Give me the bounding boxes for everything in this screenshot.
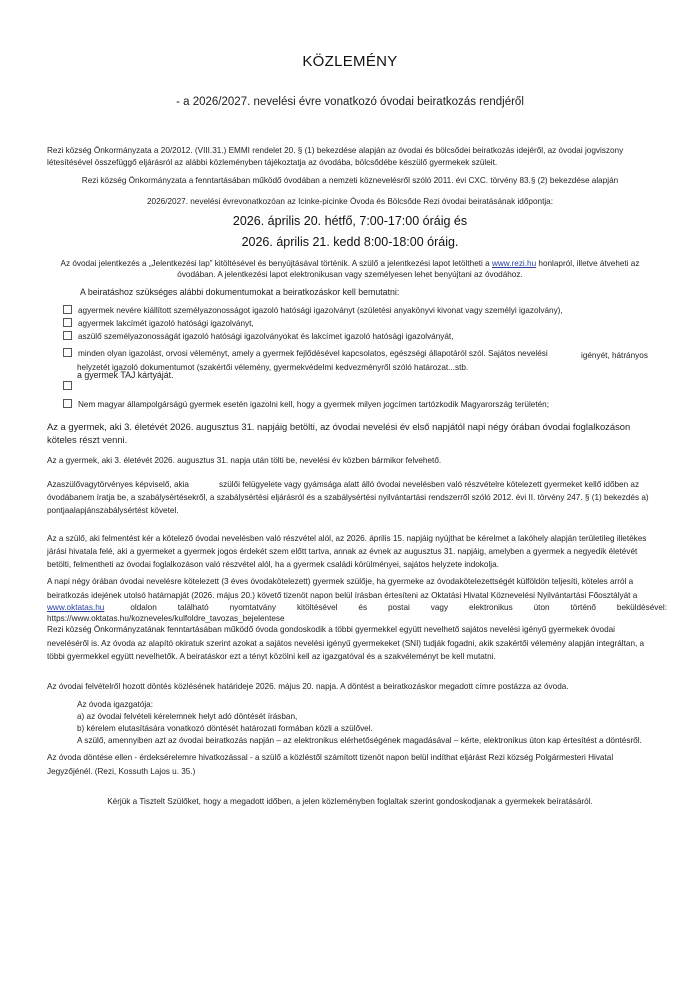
document-item-6 [63, 398, 549, 411]
document-item-5: a gyermek TAJ kártyáját. [77, 370, 174, 380]
sni-line-3: többi gyermekkel együtt nevelhetők. A beiratáskor ezt a tényt közölni kell az igazgatóval és a szakvéleményt be kell mutatni. [47, 652, 496, 661]
director-heading: Az óvoda igazgatója: [77, 700, 154, 709]
sni-line-2: neveléséről is. Az óvoda az alapító okiratuk szerint azokat a sajátos nevelési igényű gyermekeket (SNI) tudják fogadni, akik szakértői vélemény alapján integráltan, a [47, 639, 645, 648]
page-title: KÖZLEMÉNY [302, 53, 398, 70]
appeal-line-2: Jegyzőjénél. (Rezi, Kossuth Lajos u. 35.) [47, 767, 196, 776]
checkbox-icon [63, 305, 72, 314]
document-item-4-right: igényét, hátrányos [581, 351, 648, 360]
rezi-link[interactable]: www.rezi.hu [491, 259, 537, 268]
enrollment-date-1: 2026. április 20. hétfő, 7:00-17:00 óráig és [232, 214, 468, 228]
decision-b: b) kérelem elutasítására vonatkozó döntését határozati formában közli a szülővel. [77, 724, 373, 733]
checkbox-icon [63, 348, 72, 357]
violation-line-2: óvodábanem íratja be, a szabálysértésekről, a szabálysértési eljárásról és a szabálysértési nyilvántartási rendszerről szóló 2012. évi II. törvény 247. § (1) bekezdés a) [47, 493, 649, 502]
application-text: Az óvodai jelentkezés a „Jelentkezési lap” kitöltésével és benyújtásával történik. A szülő a jelentkezési lapot letöltheti a [60, 259, 492, 268]
exemption-line-3: betölti, felmentheti az óvodai foglalkozáson való részvétel alól, ha a gyermek családi körülményei, sajátos helyzete indokolja. [47, 560, 499, 569]
document-item-2 [63, 317, 254, 330]
application-line-2: óvodában. A jelentkezési lapot elektronikusan vagy személyesen lehet benyújtani az óvodához. [177, 270, 523, 279]
documents-heading: A beiratáshoz szükséges alábbi dokumentumokat a beiratkozáskor kell bemutatni: [80, 287, 400, 297]
abroad-url[interactable]: https://www.oktatas.hu/kozneveles/kulfoldre_tavozas_bejelentese [47, 614, 285, 623]
checkbox-icon [63, 331, 72, 340]
abroad-line-2: beiratkozás idejének utolsó határnapját (2026. május 20.) követő tizenöt napon belül írásban értesíteni az Oktatási Hivatal Köznevelési Nyilvántartási Főosztályát a [47, 591, 638, 600]
abroad-line-3-text: oldalon található nyomtatvány kitöltésével és postai vagy elektronikus úton történő beküldésével: [130, 603, 667, 612]
closing-note: Kérjük a Tisztelt Szülőket, hogy a megadott időben, a jelen közleményben foglaltak szerint gondoskodjanak a gyermekek beíratásáról. [107, 797, 593, 806]
abroad-line-1: A napi négy órában óvodai nevelésre kötelezett (3 éves óvodakötelezett) gyermek szülője, ha gyermeke az óvodakötelezettségét külföldön teljesíti, köteles arról a [47, 577, 634, 586]
decision-line-1: Az óvodai felvételről hozott döntés közlésének határideje 2026. május 20. napja. A döntést a beiratkozáskor megadott címre postázza az óvoda. [47, 682, 569, 691]
document-text: agyermek lakcímét igazoló hatósági igazolványt, [78, 319, 254, 328]
sni-line-1: Rezi község Önkormányzatának fenntartásában működő óvoda gondoskodik a többi gyermekkel együtt nevelhető sajátos nevelési igényű gyermekek óvodai [47, 625, 616, 634]
page-subtitle: - a 2026/2027. nevelési évre vonatkozó óvodai beiratkozás rendjéről [176, 96, 524, 108]
checkbox-icon [63, 318, 72, 327]
decision-a: a) az óvodai felvételi kérelemnek helyt adó döntését írásban, [77, 712, 298, 721]
intro-line-3: Rezi község Önkormányzata a fenntartásában működő óvodában a nemzeti köznevelésről szóló 2011. évi CXC. törvény 83.§ (2) bekezdése alapján [81, 176, 619, 185]
exemption-line-1: Az a szülő, aki felmentést kér a kötelező óvodai nevelésben való részvétel alól, az 2026. április 15. napjáig nyújthat be kérelmet a lakóhely alapján területileg illetékes [47, 534, 647, 543]
checkbox-icon [63, 399, 72, 408]
violation-line-1 [47, 478, 667, 491]
intro-line-2: létesítésével összefüggő eljárásról az alábbi közleményben tájékoztatja az óvodába, bölcsődébe készülő gyermekek szüleit. [47, 158, 498, 167]
document-item-5-checkbox [63, 380, 78, 393]
violation-line-3: pontjaalapjánszabálysértést követel. [47, 506, 179, 515]
intro-line-4: 2026/2027. nevelési évrevonatkozóan az Icinke-picinke Óvoda és Bölcsőde Rezi óvodai beiratásának időpontja: [147, 197, 553, 206]
appeal-line-1: Az óvoda döntése ellen - érdeksérelemre hivatkozással - a szülő a közléstől számított tizenöt napon belül indíthat eljárást Rezi község Polgármesteri Hivatal [47, 753, 614, 762]
decision-electronic: A szülő, amennyiben azt az óvodai beiratkozás napján – az elektronikus elérhetőségének magadásával – kérte, elektronikus úton kap értesítést a döntésről. [77, 736, 642, 745]
violation-text-b: szülői felügyelete vagy gyámsága alatt álló óvodai nevelésben való részvételre kötelezett gyermeket kellő időben az [219, 480, 640, 489]
document-item-3 [63, 330, 453, 343]
oktatas-link[interactable]: www.oktatas.hu [47, 603, 105, 612]
checkbox-icon [63, 381, 72, 390]
document-text: Nem magyar állampolgárságú gyermek esetén igazolni kell, hogy a gyermek milyen jogcímen tartózkodik Magyarország területén; [78, 400, 550, 409]
violation-text-a: Azaszülővagytörvényes képviselő, akia [47, 480, 189, 489]
enrollment-date-2: 2026. április 21. kedd 8:00-18:00 óráig. [241, 235, 459, 249]
document-text: agyermek nevére kiállított személyazonosságot igazoló hatósági igazolványt (születési anyakönyvi kivonat vagy személyi igazolvány), [78, 306, 563, 315]
document-item-4 [63, 347, 548, 360]
obligation-line-1: Az a gyermek, aki 3. életévét 2026. augusztus 31. napjáig betölti, az óvodai nevelési év első napjától napi négy órában óvodai foglalkozáson [47, 421, 631, 432]
exemption-line-2: járási hivatala felé, aki a gyermeket a gyermek jogos érdekét szem előtt tartva, annak az évnek az augusztus 31. napjáig, amelyben a gyermek a negyedik életévét [47, 547, 638, 556]
application-text-post: honlapról, illetve átveheti az [536, 259, 640, 268]
obligation-line-3: Az a gyermek, aki 3. életévét 2026. augusztus 31. napja után tölti be, nevelési év közben bármikor felvehető. [47, 456, 442, 465]
document-text: minden olyan igazolást, orvosi véleményt, amely a gyermek fejlődésével kapcsolatos, egészségi állapotáról szól. Sajátos nevelési [78, 349, 548, 358]
document-item-1 [63, 304, 563, 317]
obligation-line-2: köteles részt venni. [47, 434, 128, 445]
intro-line-1: Rezi község Önkormányzata a 20/2012. (VIII.31.) EMMI rendelet 20. § (1) bekezdése alapján az óvodai és bölcsődei beiratkozás idejéről, az óvodai jogviszony [47, 146, 624, 155]
document-text: aszülő személyazonosságát igazoló hatósági igazolványokat és lakcímet igazoló hatósági igazolványát, [78, 332, 454, 341]
document-item-4-cont: helyzetét igazoló dokumentumot (szakértői vélemény, gyermekvédelmi kedvezményről szóló határozat...stb. [77, 363, 469, 372]
